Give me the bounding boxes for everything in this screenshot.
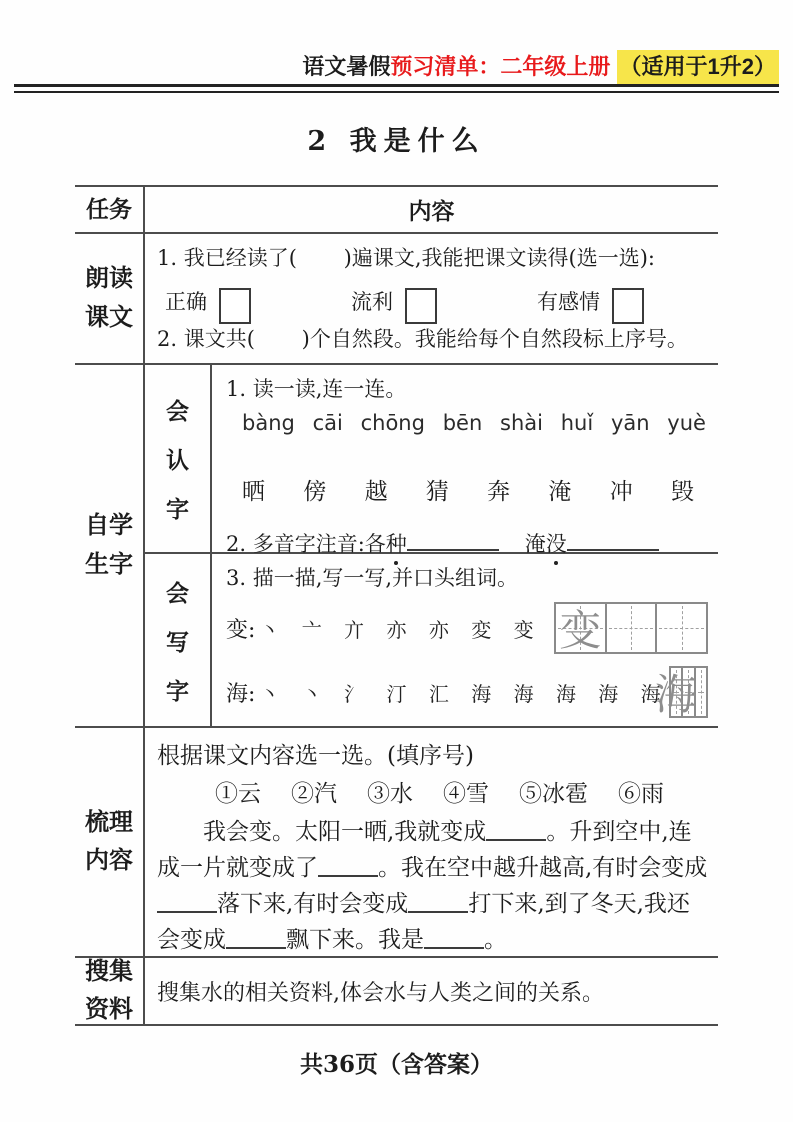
answer-blank	[157, 891, 217, 913]
answer-blank	[408, 891, 468, 913]
pinyin-syllable: shài	[500, 411, 543, 435]
passage-segment: 。我在空中越升越高,有时会变成	[378, 855, 708, 881]
word-char: 各	[364, 532, 386, 556]
reading-item-1: 1. 我已经读了( )遍课文,我能把课文读得(选一选):	[157, 246, 655, 270]
row-label-line: 自学	[85, 512, 133, 540]
header-subject-text: 预习清单：二年级上册	[390, 54, 611, 79]
hanzi-char: 傍	[303, 479, 327, 505]
stroke-sequence: 丶 亠 亣 亦 亦 変 变	[259, 617, 542, 642]
hanzi-row	[242, 473, 694, 506]
answer-blank	[318, 855, 378, 877]
header-grade-badge: （适用于1升2）	[617, 50, 779, 84]
passage-segment: 飘下来。我是	[286, 927, 424, 953]
header-double-rule	[14, 84, 779, 93]
row-label-line: 生字	[85, 550, 133, 578]
stroke-order-hai: 海: 丶 丶 氵 汀 汇 海 海 海 海 海	[226, 681, 669, 707]
organize-intro: 根据课文内容选一选。(填序号)	[157, 743, 474, 769]
target-char: 海	[226, 681, 249, 707]
write-body	[212, 554, 718, 726]
pinyin-syllable: huǐ	[560, 411, 594, 435]
header-series-text: 语文暑假	[302, 54, 391, 79]
option-emotional	[537, 280, 644, 316]
sublabel-recognize	[145, 365, 212, 552]
choice-item: ③水	[367, 781, 413, 807]
sublabel-char: 会	[166, 579, 189, 606]
option-fluent	[351, 280, 437, 316]
recognize-item-1: 1. 读一读,连一连。	[226, 377, 407, 401]
cloze-passage	[157, 814, 708, 958]
checkbox-fluent	[405, 288, 437, 324]
table-header-row	[75, 187, 718, 234]
row-label-organize	[75, 728, 145, 956]
page-footer: 共36页（含答案）	[299, 1051, 493, 1078]
choice-item: ②汽	[291, 781, 337, 807]
row-label-line: 课文	[85, 303, 133, 331]
practice-grid-hai	[654, 666, 708, 719]
organize-content	[145, 728, 718, 956]
row-label-line: 梳理	[85, 808, 133, 836]
grid-cell	[607, 604, 658, 652]
row-organize	[75, 728, 718, 958]
pinyin-syllable: yuè	[667, 411, 706, 435]
answer-blank	[424, 927, 484, 949]
grid-cell	[654, 668, 697, 719]
sublabel-char: 写	[166, 628, 189, 655]
write-item-3: 3. 描一描,写一写,并口头组词。	[226, 566, 519, 590]
reading-item-2: 2. 课文共( )个自然段。我能给每个自然段标上序号。	[157, 327, 688, 351]
hanzi-char: 奔	[487, 479, 511, 505]
hanzi-char: 冲	[609, 479, 633, 505]
passage-segment: 我会变。太阳一晒,我就变成	[203, 819, 487, 845]
pinyin-syllable: chōng	[360, 411, 425, 435]
option-label: 流利	[351, 289, 393, 314]
recognize-body	[212, 365, 718, 556]
row-label-line: 搜集	[85, 957, 133, 985]
stroke-order-bian: 变: 丶 亠 亣 亦 亦 変 变	[226, 617, 542, 643]
stroke-line-hai	[226, 664, 710, 720]
option-label: 正确	[165, 289, 207, 314]
row-label-reading	[75, 234, 145, 363]
self-study-content	[145, 365, 718, 726]
row-label-collect	[75, 958, 145, 1024]
reading-options	[165, 280, 712, 316]
column-header-task: 任务	[75, 187, 145, 232]
stroke-line-bian	[226, 600, 710, 656]
choice-item: ①云	[215, 781, 261, 807]
word-char-dotted: 没	[546, 528, 567, 558]
hanzi-char: 毁	[670, 479, 694, 505]
pinyin-syllable: bēn	[442, 411, 483, 435]
choice-item: ④雪	[443, 781, 489, 807]
stroke-sequence: 丶 丶 氵 汀 汇 海 海 海 海 海	[259, 681, 669, 706]
column-header-content: 内容	[408, 198, 455, 224]
hanzi-char: 猜	[425, 479, 449, 505]
hanzi-char: 淹	[548, 479, 572, 505]
row-label-line: 朗读	[85, 265, 133, 293]
reading-content	[145, 234, 718, 363]
row-label-self-study	[75, 365, 145, 726]
passage-segment: 打下来,到了冬天,我还会变成	[157, 891, 690, 953]
checkbox-emotional	[612, 288, 644, 324]
subrow-recognize	[145, 365, 718, 554]
hanzi-char: 晒	[242, 479, 265, 505]
word-char-dotted: 种	[386, 528, 407, 558]
grid-cell	[696, 668, 706, 716]
answer-blank	[226, 927, 286, 949]
sublabel-char: 字	[166, 677, 189, 704]
word-char: 淹	[524, 532, 546, 556]
pinyin-syllable: yān	[610, 411, 650, 435]
collect-content: 搜集水的相关资料,体会水与人类之间的关系。	[157, 980, 604, 1006]
passage-segment: 落下来,有时会变成	[217, 891, 409, 917]
answer-blank	[567, 529, 659, 551]
target-char: 变	[226, 617, 249, 643]
pinyin-syllable: bàng	[242, 411, 295, 435]
sublabel-char: 认	[166, 447, 189, 473]
choice-list	[215, 776, 708, 812]
answer-blank	[486, 819, 546, 841]
row-reading	[75, 234, 718, 365]
pinyin-row	[242, 411, 706, 435]
row-label-line: 资料	[85, 996, 133, 1023]
duoyinzi-prefix: 2. 多音字注音:	[226, 532, 365, 556]
subrow-write	[145, 554, 718, 726]
sublabel-write	[145, 554, 212, 726]
option-label: 有感情	[537, 289, 600, 314]
grid-cell	[657, 604, 706, 652]
passage-segment: 。	[484, 927, 507, 953]
practice-grid-bian	[554, 602, 708, 654]
answer-blank	[407, 529, 499, 551]
trace-char: 海	[654, 670, 697, 719]
sublabel-char: 字	[166, 496, 189, 522]
page-header	[302, 50, 779, 81]
hanzi-char: 越	[364, 479, 388, 505]
row-self-study	[75, 365, 718, 728]
grid-cell	[556, 604, 607, 655]
trace-char: 变	[559, 606, 602, 655]
choice-item: ⑥雨	[618, 781, 664, 807]
choice-item: ⑤冰雹	[519, 781, 588, 807]
checkbox-correct	[219, 288, 251, 324]
row-label-line: 内容	[85, 847, 133, 874]
lesson-title: 2 我是什么	[307, 126, 486, 157]
sublabel-char: 会	[166, 398, 189, 424]
passage-segment: 。升到空中,连成一片就变成了	[157, 819, 692, 881]
row-collect	[75, 958, 718, 1026]
task-table	[75, 185, 718, 1026]
pinyin-syllable: cāi	[312, 411, 343, 435]
option-correct	[165, 280, 251, 316]
